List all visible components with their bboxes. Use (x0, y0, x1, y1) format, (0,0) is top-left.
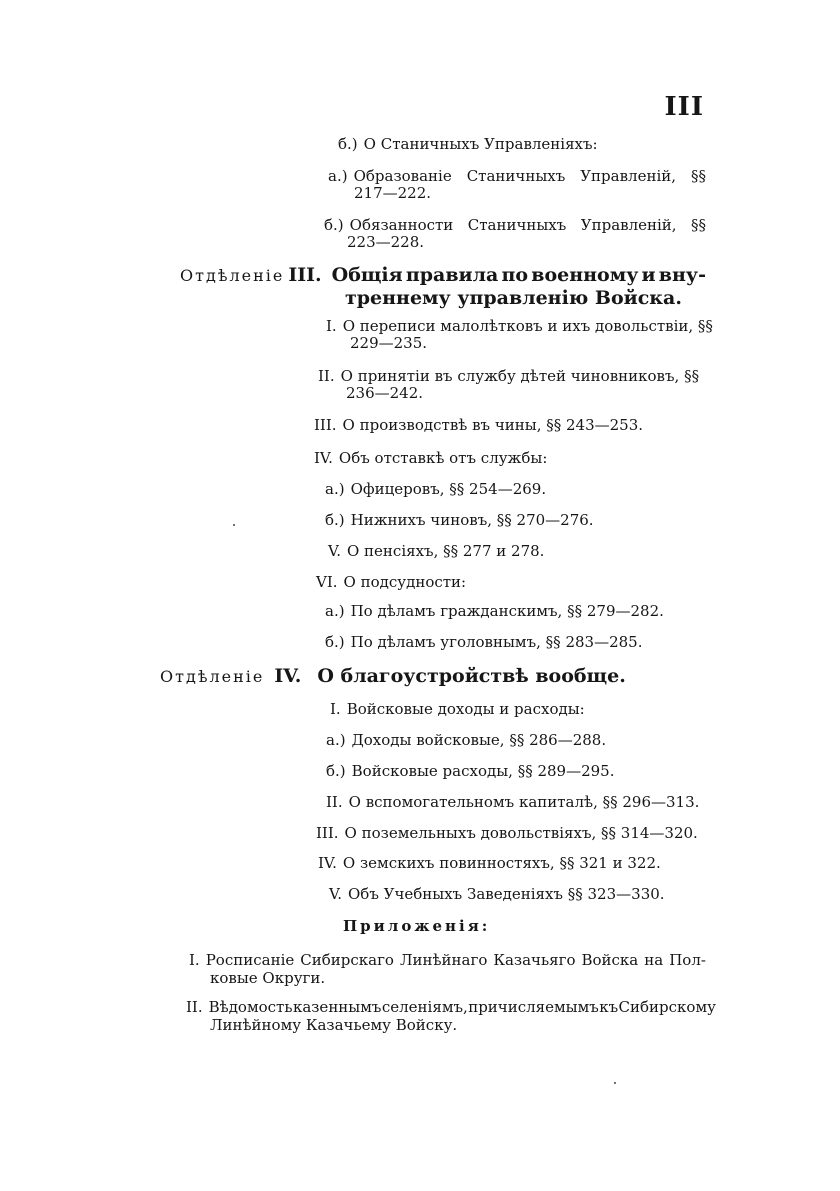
toc-text: Объ Учебныхъ Заведеніяхъ §§ 323—330. (347, 885, 665, 903)
toc-label: б.) (325, 633, 345, 651)
toc-label: I. (189, 951, 200, 969)
toc-text: О поземельныхъ довольствіяхъ, §§ 314—320. (344, 824, 698, 842)
toc-entry-revenues-expenses (330, 701, 585, 717)
toc-label: III. (314, 416, 337, 434)
toc-range: 217—222. (354, 184, 432, 202)
heading-word: военному (531, 264, 639, 286)
toc-label: II. (318, 367, 335, 385)
toc-entry-jurisdiction (316, 574, 466, 590)
section-roman: III. (288, 264, 322, 286)
page-number: III (664, 92, 704, 122)
toc-entry-auxiliary-capital (326, 794, 699, 810)
toc-entry-schools (329, 886, 665, 902)
toc-entry-revenues (326, 732, 606, 748)
toc-label: б.) (325, 511, 345, 529)
toc-text: Войсковые доходы и расходы: (346, 700, 585, 718)
toc-label: VI. (316, 573, 338, 591)
heading-word: Общія (331, 264, 403, 286)
toc-subsection-stanitsa (338, 136, 598, 152)
toc-range: 236—242. (346, 384, 424, 402)
toc-text: Объ отставкѣ отъ службы: (338, 449, 548, 467)
toc-text: По дѣламъ гражданскимъ, §§ 279—282. (350, 602, 664, 620)
toc-entry-criminal-cases (325, 634, 642, 650)
heading-word: правила (405, 264, 499, 286)
toc-text: О переписи малолѣтковъ и ихъ довольствіи, §§ (342, 317, 713, 335)
appendix-word: селеніямъ, (381, 998, 468, 1016)
toc-entry-zemstvo-duties (318, 855, 661, 871)
toc-label: V. (328, 542, 341, 560)
toc-label: б.) (324, 216, 344, 234)
toc-text: О производствѣ въ чины, §§ 243—253. (342, 416, 644, 434)
section-prefix: Отдѣленіе (160, 667, 265, 686)
toc-label: V. (329, 885, 342, 903)
toc-label: I. (326, 317, 337, 335)
appendix-word: Вѣдомость (208, 998, 293, 1016)
section-title-continued: треннему управленію Войска. (345, 287, 682, 309)
toc-label: б.) (326, 762, 346, 780)
toc-word: Управленій, (580, 167, 677, 185)
toc-entry-civil-cases (325, 603, 664, 619)
section-prefix: Отдѣленіе (180, 266, 285, 285)
toc-word: Управленій, (580, 216, 677, 234)
toc-entry-minors-census (326, 317, 713, 352)
section-heading-dept-3 (180, 264, 706, 309)
toc-text: Войсковые расходы, §§ 289—295. (351, 762, 615, 780)
section-sign: §§ (690, 216, 706, 234)
toc-range: 229—235. (350, 334, 428, 352)
toc-entry-retirement-officers (325, 481, 546, 497)
toc-text: О принятіи въ службу дѣтей чиновниковъ, §§ (340, 367, 700, 385)
appendix-item-2 (186, 998, 716, 1034)
section-title: О благоустройствѣ вообще. (317, 665, 626, 687)
toc-text: О подсудности: (343, 573, 467, 591)
toc-label: IV. (318, 854, 337, 872)
appendix-word: Линѣйнаго (399, 951, 488, 969)
appendix-continuation: ковые Округи. (210, 969, 326, 987)
section-sign: §§ (690, 167, 706, 185)
toc-label: II. (326, 793, 343, 811)
toc-word: Станичныхъ (466, 167, 566, 185)
toc-text: По дѣламъ уголовнымъ, §§ 283—285. (350, 633, 643, 651)
appendix-word: Сибирскаго (300, 951, 394, 969)
section-heading-dept-4 (160, 665, 626, 688)
appendix-word: Росписаніе (205, 951, 295, 969)
toc-range: 223—228. (347, 233, 425, 251)
toc-word: Станичныхъ (467, 216, 567, 234)
toc-text: Доходы войсковые, §§ 286—288. (351, 731, 607, 749)
toc-label: б.) (338, 135, 358, 153)
toc-text: О пенсіяхъ, §§ 277 и 278. (346, 542, 545, 560)
toc-text: О Станичныхъ Управленіяхъ: (363, 135, 598, 153)
toc-label: а.) (325, 602, 345, 620)
toc-label: IV. (314, 449, 333, 467)
toc-entry-retirement (314, 450, 547, 466)
toc-text: О вспомогательномъ капиталѣ, §§ 296—313. (348, 793, 700, 811)
toc-entry-land-allowances (316, 825, 698, 841)
toc-word: Образованіе (353, 167, 452, 185)
appendix-continuation: Линѣйному Казачьему Войску. (210, 1016, 458, 1034)
appendix-word: причисляемымъ (468, 998, 599, 1016)
appendix-word: на (644, 951, 664, 969)
appendix-word: къ (599, 998, 619, 1016)
scan-speck (233, 524, 235, 526)
appendix-item-1 (189, 951, 706, 987)
toc-entry-pensions (328, 543, 544, 559)
toc-label: I. (330, 700, 341, 718)
appendix-word: Казачьяго (493, 951, 576, 969)
section-roman: IV. (274, 665, 302, 687)
appendix-title: Приложенія: (343, 917, 491, 935)
toc-entry-stanitsa-formation (328, 168, 706, 202)
toc-text: Офицеровъ, §§ 254—269. (350, 480, 547, 498)
appendix-word: Сибирскому (618, 998, 716, 1016)
appendix-word: Пол- (669, 951, 706, 969)
toc-word: Обязанности (349, 216, 454, 234)
toc-entry-officials-children (318, 368, 706, 402)
toc-label: III. (316, 824, 339, 842)
heading-word: вну- (658, 264, 706, 286)
appendix-word: Войска (581, 951, 639, 969)
toc-text: Нижнихъ чиновъ, §§ 270—276. (350, 511, 594, 529)
toc-entry-stanitsa-duties (324, 217, 706, 251)
toc-label: а.) (326, 731, 346, 749)
heading-word: и (641, 264, 656, 286)
toc-label: а.) (328, 167, 348, 185)
toc-label: II. (186, 998, 203, 1016)
toc-entry-retirement-lower-ranks (325, 512, 594, 528)
toc-text: О земскихъ повинностяхъ, §§ 321 и 322. (342, 854, 661, 872)
toc-entry-promotion (314, 417, 643, 433)
appendix-word: казеннымъ (292, 998, 382, 1016)
toc-entry-expenses (326, 763, 615, 779)
toc-label: а.) (325, 480, 345, 498)
heading-word: по (501, 264, 529, 286)
scan-speck (614, 1082, 616, 1084)
